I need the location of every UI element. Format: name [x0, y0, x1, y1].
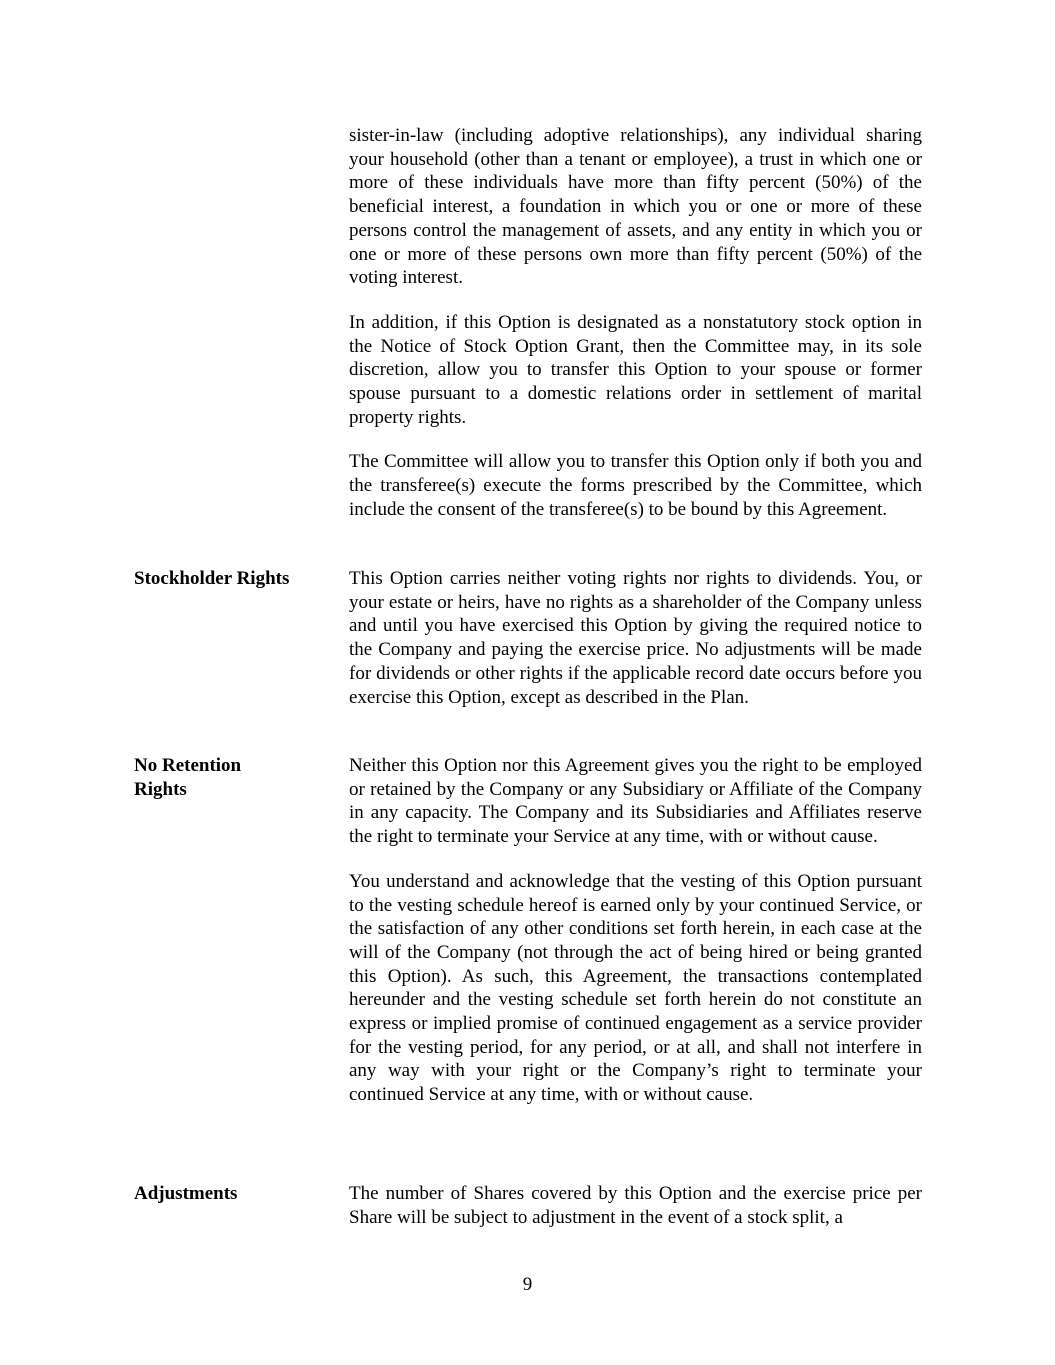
- stockholder-rights-heading: Stockholder Rights: [134, 568, 290, 589]
- no-retention-rights-paragraph-vesting: You understand and acknowledge that the vesting of this Option pursuant to the vesting schedule hereof is earned only by your continued Service, or the satisfaction of any other conditions set forth herein, in each case at the will of the Company (not through the act of being hired or being granted this Option). As such, this Agreement, the transactions contemplated hereunder and the vesting schedule set forth herein do not constitute an express or implied promise of continued engagement as a service provider for the vesting period, for any period, or at all, and shall not interfere in any way with your right or the Company’s right to terminate your continued Service at any time, with or without cause.: [349, 870, 922, 1106]
- transfer-continuation-body: [349, 124, 922, 522]
- transfer-paragraph-committee: The Committee will allow you to transfer this Option only if both you and the transferee(s) execute the forms prescribed by the Committee, which include the consent of the transferee(s) to be bound by this Agreement.: [349, 451, 922, 520]
- transfer-paragraph-nonstatutory: In addition, if this Option is designated as a nonstatutory stock option in the Notice of Stock Option Grant, then the Committee may, in its sole discretion, allow you to transfer this Option to your spouse or former spouse pursuant to a domestic relations order in settlement of marital property rights.: [349, 311, 922, 428]
- no-retention-rights-heading: [134, 754, 334, 801]
- transfer-paragraph-family: sister-in-law (including adoptive relationships), any individual sharing your household (other than a tenant or employee), a trust in which one or more of these individuals have more than fifty percent (50%) of the beneficial interest, a foundation in which you or one or more of these persons control the management of assets, and any entity in which you or one or more of these persons own more than fifty percent (50%) of the voting interest.: [349, 125, 922, 289]
- no-retention-rights-paragraph-employment: Neither this Option nor this Agreement gives you the right to be employed or retained by the Company or any Subsidiary or Affiliate of the Company in any capacity. The Company and its Subsidiaries and Affiliates reserve the right to terminate your Service at any time, with or without cause.: [349, 755, 922, 848]
- stockholder-rights-paragraph: This Option carries neither voting rights nor rights to dividends. You, or your estate or heirs, have no rights as a shareholder of the Company unless and until you have exercised this Option by giving the required notice to the Company and paying the exercise price. No adjustments will be made for dividends or other rights if the applicable record date occurs before you exercise this Option, except as described in the Plan.: [349, 568, 922, 708]
- adjustments-heading: Adjustments: [134, 1183, 238, 1204]
- adjustments-body: [349, 1182, 922, 1229]
- no-retention-rights-heading-line2: Rights: [134, 778, 187, 800]
- no-retention-rights-body: [349, 754, 922, 1107]
- stockholder-rights-body: [349, 567, 922, 709]
- no-retention-rights-heading-line1: No Retention: [134, 755, 242, 776]
- page-number: 9: [522, 1274, 533, 1295]
- adjustments-paragraph: The number of Shares covered by this Option and the exercise price per Share will be subject to adjustment in the event of a stock split, a: [349, 1183, 922, 1228]
